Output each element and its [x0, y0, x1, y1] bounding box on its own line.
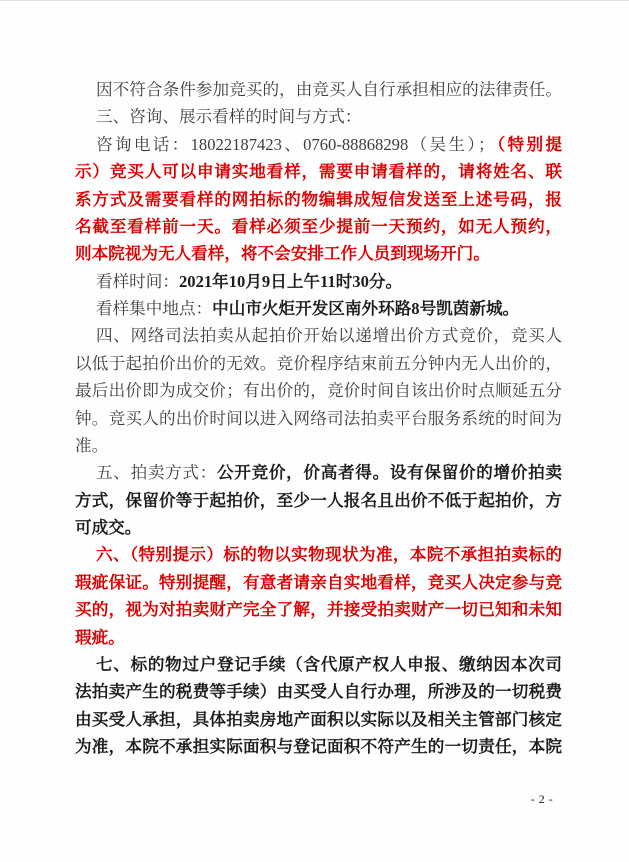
text-run-regular: 四、网络司法拍卖从起拍价开始以递增出价方式竞价，竞买人: [96, 326, 562, 346]
text-run-redbold: 瑕疵。: [75, 627, 125, 647]
text-line: [75, 377, 562, 404]
text-line: [75, 514, 562, 541]
text-line: [75, 268, 562, 295]
text-line: [75, 487, 562, 514]
text-run-regular: 五、拍卖方式：: [96, 463, 217, 483]
text-run-bold: 法拍卖产生的税费等手续）由买受人自行办理，所涉及的一切税费: [75, 682, 562, 702]
text-run-regular: 准。: [75, 435, 109, 455]
text-run-redbold: 名截至看样前一天。看样必须至少提前一天预约，如无人预约，: [75, 216, 562, 236]
text-run-redbold: 系方式及需要看样的网拍标的物编辑成短信发送至上述号码，报: [75, 189, 562, 209]
text-line: [75, 240, 562, 267]
text-line: [75, 103, 562, 130]
text-line: [75, 322, 562, 349]
text-line: [75, 569, 562, 596]
text-run-bold: 2021年10月9日上午11时30分。: [178, 271, 403, 291]
text-run-redbold: 买的，视为对拍卖财产完全了解，并接受拍卖财产一切已知和未知: [75, 600, 562, 620]
text-line: [75, 459, 562, 486]
text-run-regular: 看样时间：: [96, 271, 179, 291]
text-run-regular: 三、咨询、展示看样的时间与方式：: [96, 107, 362, 127]
text-run-redbold: 示）竞买人可以申请实地看样，需要申请看样的，请将姓名、联: [75, 162, 562, 182]
text-run-redbold: 则本院视为无人看样，将不会安排工作人员到现场开门。: [75, 244, 490, 264]
text-line: [75, 131, 562, 158]
text-line: [75, 350, 562, 377]
text-run-bold: 方式，保留价等于起拍价，至少一人报名且出价不低于起拍价，方: [75, 490, 562, 510]
text-line: [75, 596, 562, 623]
text-line: [75, 405, 562, 432]
text-run-bold: 公开竞价，价高者得。设有保留价的增价拍卖: [217, 463, 562, 483]
text-run-redbold: 瑕疵保证。特别提醒，有意者请亲自实地看样，竞买人决定参与竞: [75, 572, 562, 592]
text-line: [75, 432, 562, 459]
text-run-bold: 中山市火炬开发区南外环路8号凯茵新城。: [212, 299, 520, 318]
text-run-regular: 看样集中地点：: [96, 299, 213, 318]
text-line: [75, 706, 562, 733]
text-run-regular: 因不符合条件参加竞买的，由竞买人自行承担相应的法律责任。: [96, 80, 562, 99]
text-run-regular: 最后出价即为成交价；有出价的，竞价时间自该出价时点顺延五分: [75, 381, 562, 401]
text-line: [75, 651, 562, 678]
text-run-regular: 咨询电话：18022187423、0760-88868298（吴生）；: [96, 134, 495, 154]
text-line: [75, 678, 562, 705]
text-run-bold: 可成交。: [75, 518, 142, 537]
text-run-regular: 钟。竞买人的出价时间以进入网络司法拍卖平台服务系统的时间为: [75, 408, 562, 428]
text-run-bold: 由买受人承担，具体拍卖房地产面积以实际以及相关主管部门核定: [75, 709, 562, 729]
text-run-bold: 为准，本院不承担实际面积与登记面积不符产生的一切责任，本院: [75, 737, 562, 756]
text-line: [75, 186, 562, 213]
text-run-regular: 以低于起拍价出价的无效。竞价程序结束前五分钟内无人出价的，: [75, 353, 562, 373]
document-text: [75, 76, 562, 760]
text-line: [75, 295, 562, 322]
text-line: [75, 158, 562, 185]
text-line: [75, 213, 562, 240]
page-number: - 2 -: [530, 792, 554, 806]
scan-top-edge: [0, 0, 629, 1]
text-line: [75, 76, 562, 103]
text-run-bold: 七、标的物过户登记手续（含代原产权人申报、缴纳因本次司: [96, 654, 562, 674]
text-run-redbold: 六、（特别提示）标的物以实物现状为准，本院不承担拍卖标的: [96, 545, 562, 565]
text-run-redbold: （特别提: [494, 134, 562, 154]
text-line: [75, 624, 562, 651]
text-line: [75, 541, 562, 568]
text-line: [75, 733, 562, 760]
